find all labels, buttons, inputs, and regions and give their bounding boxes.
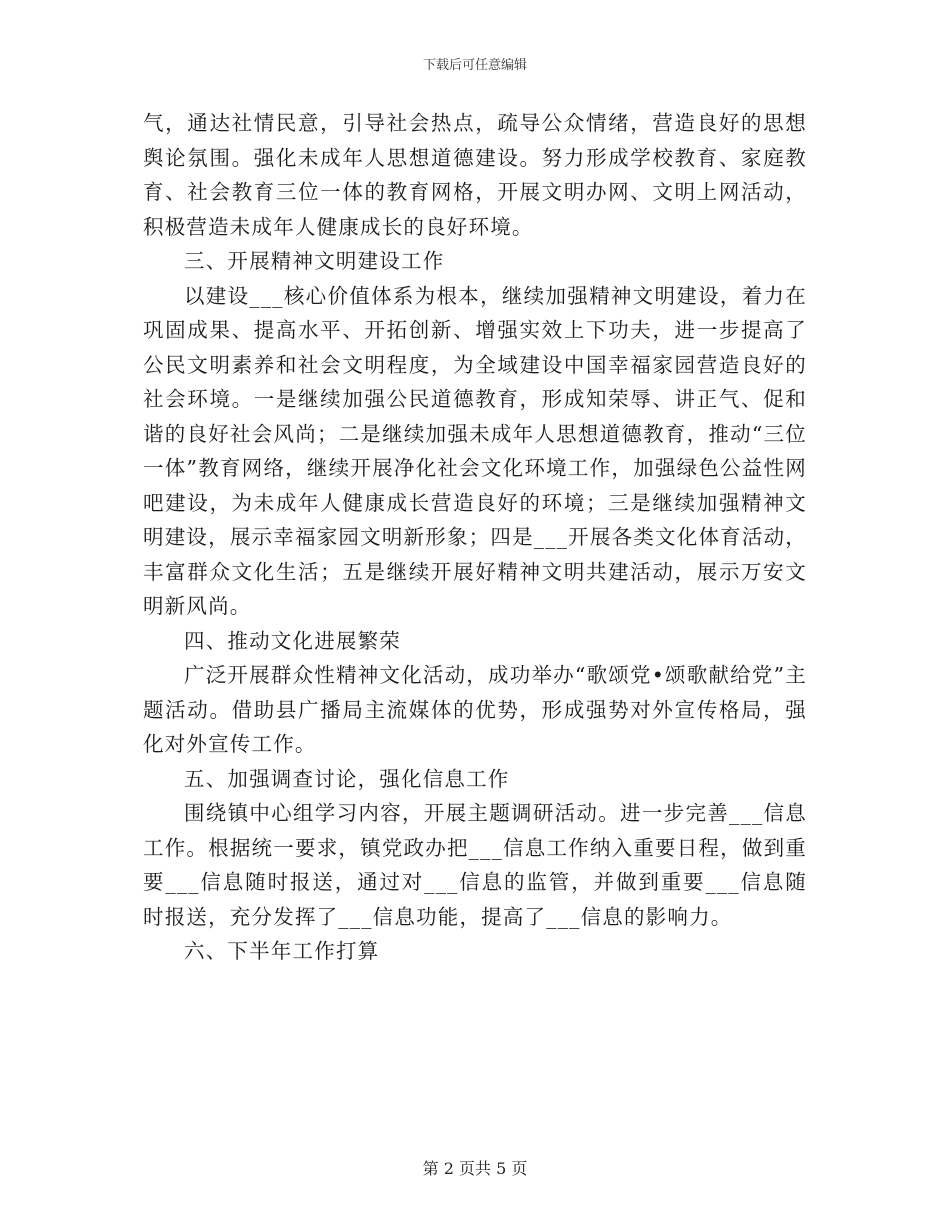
paragraph-section-3: 以建设___核心价值体系为根本，继续加强精神文明建设，着力在巩固成果、提高水平、开拓创新、增强实效上下功夫，进一步提高了公民文明素养和社会文明程度，为全域建设中国幸福家园营造良好的社会环境。一是继续加强公民道德教育，形成知荣辱、讲正气、促和谐的良好社会风尚；二是继续加强未成年人思想道德教育，推动“三位一体”教育网络，继续开展净化社会文化环境工作，加强绿色公益性网吧建设，为未成年人健康成长营造良好的环境；三是继续加强精神文明建设，展示幸福家园文明新形象；四是___开展各类文化体育活动，丰富群众文化生活；五是继续开展好精神文明共建活动，展示万安文明新风尚。 (143, 283, 807, 618)
section-heading-5: 五、加强调查讨论，强化信息工作 (184, 766, 510, 791)
paragraph-continued: 气，通达社情民意，引导社会热点，疏导公众情绪，营造良好的思想舆论氛围。强化未成年人思想道德建设。努力形成学校教育、家庭教育、社会教育三位一体的教育网格，开展文明办网、文明上网活动，积极营造未成年人健康成长的良好环境。 (143, 111, 807, 239)
document-body (143, 106, 807, 969)
section-heading-4: 四、推动文化进展繁荣 (184, 628, 401, 653)
paragraph-section-5: 围绕镇中心组学习内容，开展主题调研活动。进一步完善___信息工作。根据统一要求，镇党政办把___信息工作纳入重要日程，做到重要___信息随时报送，通过对___信息的监管，并做到重要___信息随时报送，充分发挥了___信息功能，提高了___信息的影响力。 (143, 801, 807, 929)
section-heading-6: 六、下半年工作打算 (184, 939, 380, 963)
paragraph-section-4: 广泛开展群众性精神文化活动，成功举办“歌颂党•颂歌献给党”主题活动。借助县广播局主流媒体的优势，形成强势对外宣传格局，强化对外宣传工作。 (143, 663, 807, 756)
section-heading-3: 三、开展精神文明建设工作 (184, 249, 445, 273)
page-header: 下载后可任意编辑 (422, 58, 527, 73)
page-number: 第 2 页共 5 页 (422, 1159, 528, 1178)
